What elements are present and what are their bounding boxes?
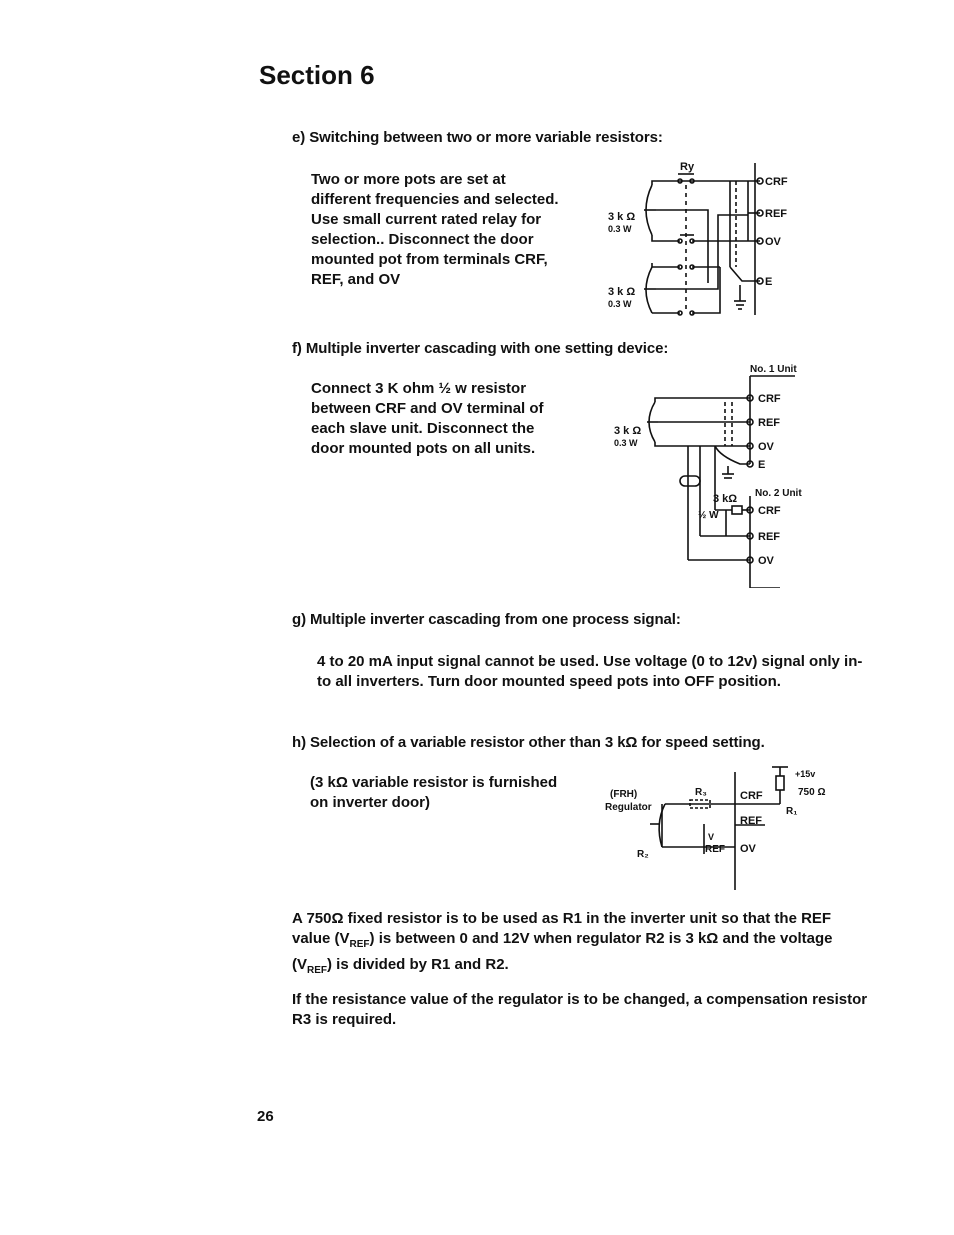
vref-small-label: REF xyxy=(705,844,725,855)
item-h-line: (3 kΩ variable resistor is furnished xyxy=(310,774,558,791)
item-g-text xyxy=(317,652,862,692)
closing-p1-line3 xyxy=(292,955,833,981)
u1-ref: REF xyxy=(758,417,780,429)
pot-value: 3 k Ω xyxy=(614,425,642,437)
unit2-label: No. 2 Unit xyxy=(755,488,802,499)
item-g-line: 4 to 20 mA input signal cannot be used. Use voltage (0 to 12v) signal only in- xyxy=(317,653,863,670)
closing-p1-text: ) is between 0 and 12V when regulator R2 is 3 kΩ and the voltage xyxy=(369,930,833,947)
v-label: V xyxy=(708,832,715,842)
h-ref: REF xyxy=(740,815,762,827)
item-e-text xyxy=(311,170,559,290)
res1-value: 3 k Ω xyxy=(608,211,636,223)
item-e-line: Two or more pots are set at xyxy=(311,171,506,188)
item-f-line: door mounted pots on all units. xyxy=(311,440,536,457)
item-h-line: on inverter door) xyxy=(310,794,431,811)
closing-p1-line2 xyxy=(292,929,833,955)
slave-res-value: 3 kΩ xyxy=(713,493,738,505)
pot-power: 0.3 W xyxy=(614,438,638,448)
vref-subscript: REF xyxy=(307,965,327,976)
closing-p2-line: If the resistance value of the regulator is to be changed, a compensation resistor xyxy=(292,991,868,1008)
item-e-line: Use small current rated relay for xyxy=(311,211,542,228)
h-ov: OV xyxy=(740,843,756,855)
closing-p1-text: (V xyxy=(292,956,307,973)
relay-switching-diagram xyxy=(600,155,800,320)
closing-p1-line: A 750Ω fixed resistor is to be used as R1 in the inverter unit so that the REF xyxy=(292,910,832,927)
item-f-line: Connect 3 K ohm ½ w resistor xyxy=(311,380,527,397)
res1-power: 0.3 W xyxy=(608,224,632,234)
item-e-line: REF, and OV xyxy=(311,271,401,288)
relay-label: Ry xyxy=(680,161,695,173)
item-g-line: to all inverters. Turn door mounted speed pots into OFF position. xyxy=(317,673,781,690)
item-e-line: mounted pot from terminals CRF, xyxy=(311,251,548,268)
closing-p1-text: value (V xyxy=(292,930,350,947)
item-e-line: selection.. Disconnect the door xyxy=(311,231,534,248)
regulator-diagram xyxy=(600,762,840,892)
r1-label: R₁ xyxy=(786,806,798,817)
item-f-heading: f) Multiple inverter cascading with one setting device: xyxy=(292,340,669,357)
item-h-heading: h) Selection of a variable resistor other than 3 kΩ for speed setting. xyxy=(292,734,765,751)
closing-p2-line: R3 is required. xyxy=(292,1011,397,1028)
u1-crf: CRF xyxy=(758,393,781,405)
closing-paragraph-1 xyxy=(292,909,833,981)
item-g-heading: g) Multiple inverter cascading from one process signal: xyxy=(292,611,681,628)
u1-ov: OV xyxy=(758,441,774,453)
closing-paragraph-2 xyxy=(292,990,867,1030)
item-e-line: different frequencies and selected. xyxy=(311,191,559,208)
u2-ov: OV xyxy=(758,555,774,567)
h-crf: CRF xyxy=(740,790,763,802)
r3-label: R₃ xyxy=(695,787,707,798)
u2-crf: CRF xyxy=(758,505,781,517)
supply-label: +15v xyxy=(795,769,816,779)
unit1-label: No. 1 Unit xyxy=(750,364,797,375)
section-title: Section 6 xyxy=(259,60,375,90)
cascading-diagram xyxy=(610,360,820,588)
page-number: 26 xyxy=(257,1108,274,1125)
terminal-e: E xyxy=(765,276,773,288)
res2-value: 3 k Ω xyxy=(608,286,636,298)
frh-label: (FRH) xyxy=(610,789,638,800)
regulator-label: Regulator xyxy=(605,802,652,813)
r2-label: R₂ xyxy=(637,849,649,860)
u1-e: E xyxy=(758,459,766,471)
closing-p1-text: ) is divided by R1 and R2. xyxy=(327,956,509,973)
r1-value: 750 Ω xyxy=(798,787,826,798)
item-f-line: each slave unit. Disconnect the xyxy=(311,420,535,437)
terminal-crf: CRF xyxy=(765,176,788,188)
terminal-ref: REF xyxy=(765,208,787,220)
item-f-line: between CRF and OV terminal of xyxy=(311,400,544,417)
item-f-text xyxy=(311,379,544,459)
u2-ref: REF xyxy=(758,531,780,543)
vref-subscript: REF xyxy=(349,939,370,950)
item-h-text xyxy=(310,773,557,813)
slave-res-power: ½ W xyxy=(698,510,719,521)
res2-power: 0.3 W xyxy=(608,299,632,309)
item-e-heading: e) Switching between two or more variable resistors: xyxy=(292,129,663,146)
terminal-ov: OV xyxy=(765,236,781,248)
